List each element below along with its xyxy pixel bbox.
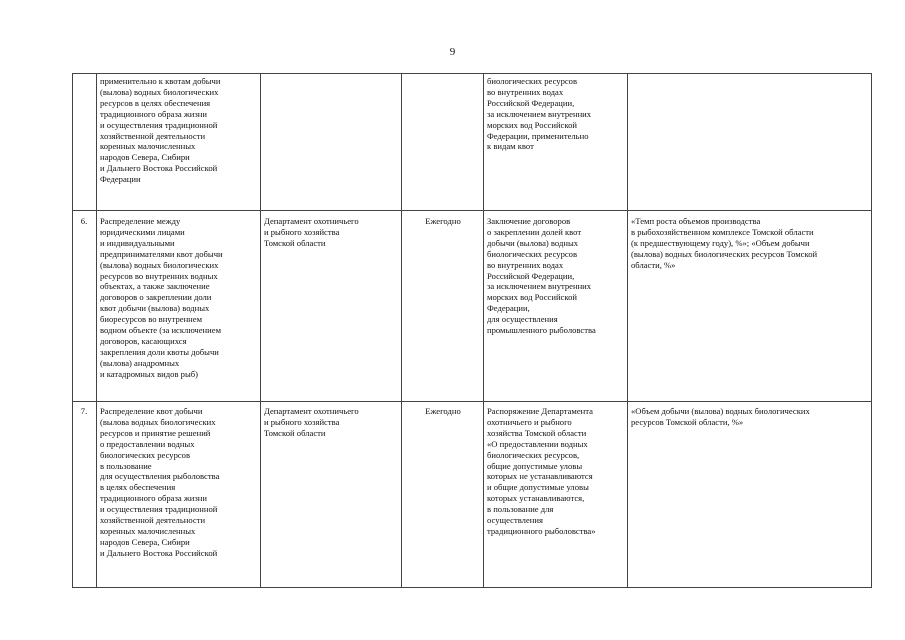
cell-line: (к предшествующему году), %»; «Объем добычи <box>631 237 810 248</box>
cell-line: общие допустимые уловы <box>487 460 583 471</box>
cell-line: о предоставлении водных <box>100 438 195 449</box>
cell-line: традиционного образа жизни <box>100 108 207 119</box>
cell-line: объектах, а также заключение <box>100 281 210 292</box>
cell-line: традиционного образа жизни <box>100 493 207 504</box>
cell-line: которых устанавливаются, <box>487 493 585 504</box>
cell-line: о закреплении долей квот <box>487 226 582 237</box>
activity-cell <box>97 402 261 588</box>
cell-line: которых не устанавливаются <box>487 471 593 482</box>
cell-line: морских вод Российской <box>487 292 577 303</box>
cell-line: в целях обеспечения <box>100 482 176 493</box>
cell-line: к видам квот <box>487 141 534 152</box>
cell-line: и осуществления традиционной <box>100 504 218 515</box>
cell-line: договоров, касающихся <box>100 335 187 346</box>
period-cell: Ежегодно <box>402 402 484 588</box>
cell-line: квот добычи (вылова) водных <box>100 303 210 314</box>
cell-line: коренных малочисленных <box>100 141 196 152</box>
cell-line: (вылова водных биологических <box>100 416 216 427</box>
cell-line: за исключением внутренних <box>487 281 592 292</box>
cell-line: «Объем добычи (вылова) водных биологических <box>631 406 810 416</box>
cell-line: осуществления <box>487 515 543 526</box>
cell-line: в пользование для <box>487 504 554 515</box>
cell-line: Российской Федерации, <box>487 97 575 108</box>
cell-line: в пользование <box>100 460 152 471</box>
cell-line: юридическими лицами <box>100 226 185 237</box>
cell-line: и Дальнего Востока Российской <box>100 163 218 174</box>
cell-line: Департамент охотничьего <box>264 406 359 416</box>
cell-line: ресурсов во внутренних водных <box>100 270 218 281</box>
table-row <box>73 211 872 402</box>
row-number-cell: 6. <box>73 211 97 402</box>
table-row <box>73 402 872 588</box>
indicator-cell <box>628 402 872 588</box>
cell-line: Федерации, применительно <box>487 130 589 141</box>
cell-line: Федерации <box>100 174 141 185</box>
cell-line: договоров о закреплении доли <box>100 292 212 303</box>
cell-line: для осуществления рыболовства <box>100 471 220 482</box>
cell-line: закрепления доли квоты добычи <box>100 346 219 357</box>
cell-line: водном объекте (за исключением <box>100 325 222 336</box>
cell-line: и рыбного хозяйства <box>264 226 340 237</box>
cell-line: морских вод Российской <box>487 119 577 130</box>
period-cell <box>402 74 484 211</box>
cell-line: в рыбохозяйственном комплексе Томской области <box>631 226 814 237</box>
executor-cell <box>261 74 402 211</box>
cell-line: биологических ресурсов <box>100 449 191 460</box>
row-number-cell: 7. <box>73 402 97 588</box>
activities-table <box>72 73 872 588</box>
cell-line: (вылова) водных биологических <box>100 86 219 97</box>
cell-line: Российской Федерации, <box>487 270 575 281</box>
cell-line: и индивидуальными <box>100 237 175 248</box>
cell-line: применительно к квотам добычи <box>100 76 221 86</box>
cell-line: за исключением внутренних <box>487 108 592 119</box>
cell-line: во внутренних водах <box>487 86 564 97</box>
cell-line: Распределение квот добычи <box>100 406 203 416</box>
cell-line: (вылова) водных биологических <box>100 259 219 270</box>
page-number: 9 <box>449 46 456 58</box>
cell-line: Распоряжение Департамента <box>487 406 593 416</box>
cell-line: народов Севера, Сибири <box>100 152 190 163</box>
cell-line: предпринимателями квот добычи <box>100 248 223 259</box>
cell-line: промышленного рыболовства <box>487 325 596 336</box>
cell-line: биологических ресурсов <box>487 76 578 86</box>
cell-line: хозяйственной деятельности <box>100 515 206 526</box>
cell-line: Федерации, <box>487 303 530 314</box>
cell-line: (вылова) водных биологических ресурсов Томской <box>631 248 818 259</box>
cell-line: ресурсов в целях обеспечения <box>100 97 211 108</box>
cell-line: области, %» <box>631 259 676 270</box>
table-row <box>73 74 872 211</box>
cell-line: (вылова) анадромных <box>100 357 180 368</box>
period-cell: Ежегодно <box>402 211 484 402</box>
executor-cell <box>261 402 402 588</box>
cell-line: Томской области <box>264 427 326 438</box>
cell-line: и осуществления традиционной <box>100 119 218 130</box>
row-number-cell <box>73 74 97 211</box>
activity-cell <box>97 74 261 211</box>
activity-cell <box>97 211 261 402</box>
cell-line: и Дальнего Востока Российской <box>100 547 218 558</box>
cell-line: и катадромных видов рыб) <box>100 368 198 379</box>
cell-line: хозяйства Томской области <box>487 427 587 438</box>
cell-line: и рыбного хозяйства <box>264 416 340 427</box>
cell-line: для осуществления <box>487 314 558 325</box>
cell-line: «Темп роста объемов производства <box>631 216 761 226</box>
result-cell <box>484 211 628 402</box>
cell-line: Департамент охотничьего <box>264 216 359 226</box>
cell-line: биологических ресурсов, <box>487 449 580 460</box>
cell-line: ресурсов и принятие решений <box>100 427 211 438</box>
cell-line: биоресурсов во внутреннем <box>100 314 203 325</box>
cell-line: и общие допустимые уловы <box>487 482 589 493</box>
cell-line: ресурсов Томской области, %» <box>631 416 744 427</box>
cell-line: Заключение договоров <box>487 216 571 226</box>
cell-line: во внутренних водах <box>487 259 564 270</box>
cell-line: охотничьего и рыбного <box>487 416 572 427</box>
executor-cell <box>261 211 402 402</box>
cell-line: хозяйственной деятельности <box>100 130 206 141</box>
cell-line: Распределение между <box>100 216 181 226</box>
indicator-cell <box>628 74 872 211</box>
cell-line: традиционного рыболовства» <box>487 525 596 536</box>
cell-line: народов Севера, Сибири <box>100 536 190 547</box>
cell-line: коренных малочисленных <box>100 525 196 536</box>
cell-line: биологических ресурсов <box>487 248 578 259</box>
cell-line: Томской области <box>264 237 326 248</box>
indicator-cell <box>628 211 872 402</box>
result-cell <box>484 74 628 211</box>
result-cell <box>484 402 628 588</box>
cell-line: «О предоставлении водных <box>487 438 588 449</box>
cell-line: добычи (вылова) водных <box>487 237 579 248</box>
